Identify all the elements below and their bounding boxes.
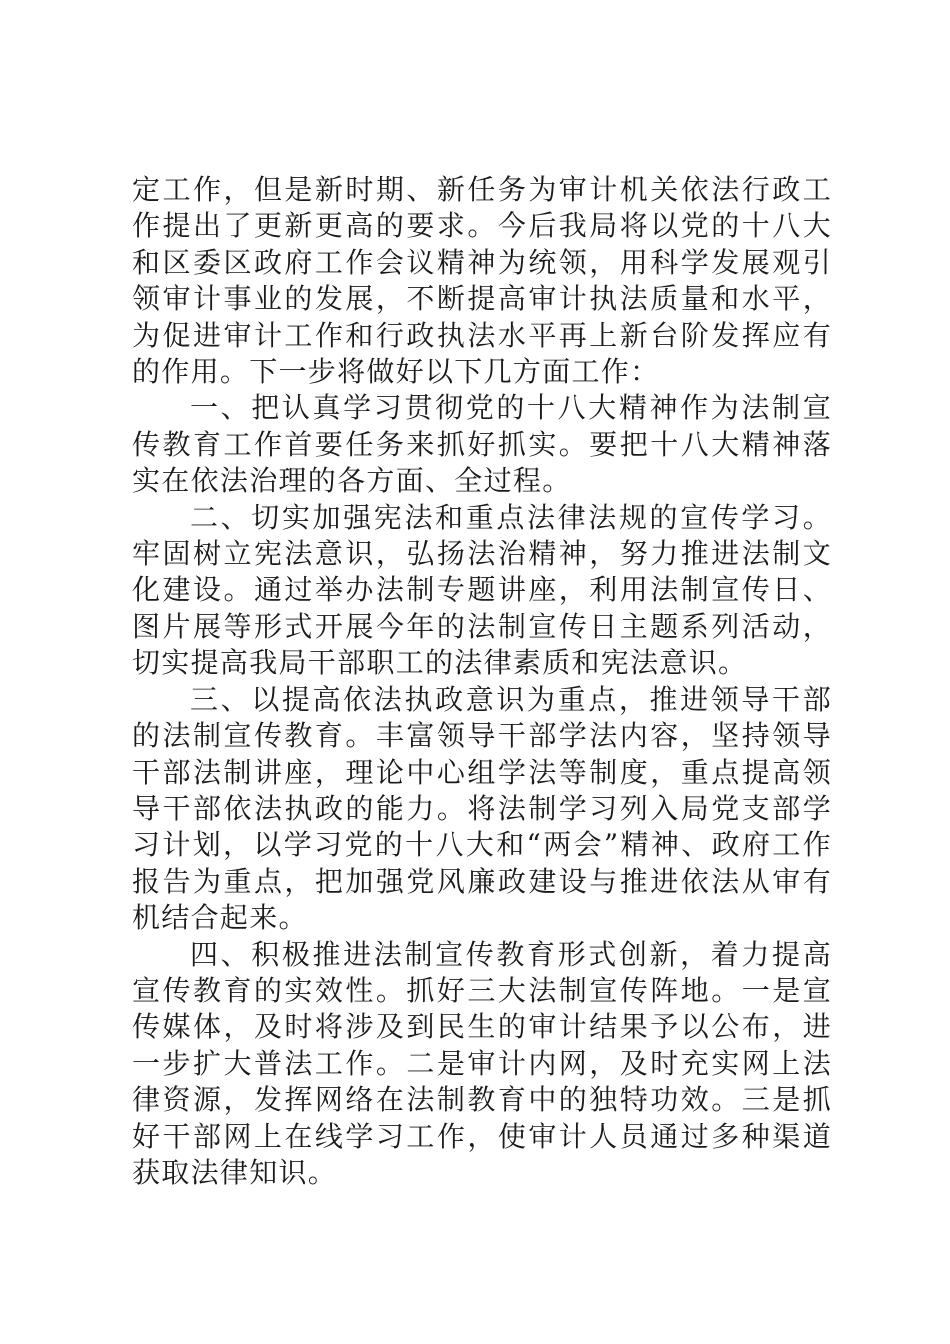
paragraph-continuation: 定工作，但是新时期、新任务为审计机关依法行政工作提出了更新更高的要求。今后我局将以党的十八大和区委区政府工作会议精神为统领，用科学发展观引领审计事业的发展，不断提高审计执法质量和水平，为促进审计工作和行政执法水平再上新台阶发挥应有的作用。下一步将做好以下几方面工作：	[132, 173, 832, 389]
paragraph-item-4: 四、积极推进法制宣传教育形式创新，着力提高宣传教育的实效性。抓好三大法制宣传阵地。一是宣传媒体，及时将涉及到民生的审计结果予以公布，进一步扩大普法工作。二是审计内网，及时充实网上法律资源，发挥网络在法制教育中的独特功效。三是抓好干部网上在线学习工作，使审计人员通过多种渠道获取法律知识。	[132, 937, 832, 1189]
paragraph-item-3: 三、以提高依法执政意识为重点，推进领导干部的法制宣传教育。丰富领导干部学法内容，坚持领导干部法制讲座，理论中心组学法等制度，重点提高领导干部依法执政的能力。将法制学习列入局党支部学习计划，以学习党的十八大和“两会”精神、政府工作报告为重点，把加强党风廉政建设与推进依法从审有机结合起来。	[132, 682, 832, 935]
paragraph-item-1: 一、把认真学习贯彻党的十八大精神作为法制宣传教育工作首要任务来抓好抓实。要把十八大精神落实在依法治理的各方面、全过程。	[132, 391, 832, 498]
document-body	[132, 172, 832, 1191]
paragraph-item-2: 二、切实加强宪法和重点法律法规的宣传学习。牢固树立宪法意识，弘扬法治精神，努力推进法制文化建设。通过举办法制专题讲座，利用法制宣传日、图片展等形式开展今年的法制宣传日主题系列活动，切实提高我局干部职工的法律素质和宪法意识。	[132, 500, 832, 680]
